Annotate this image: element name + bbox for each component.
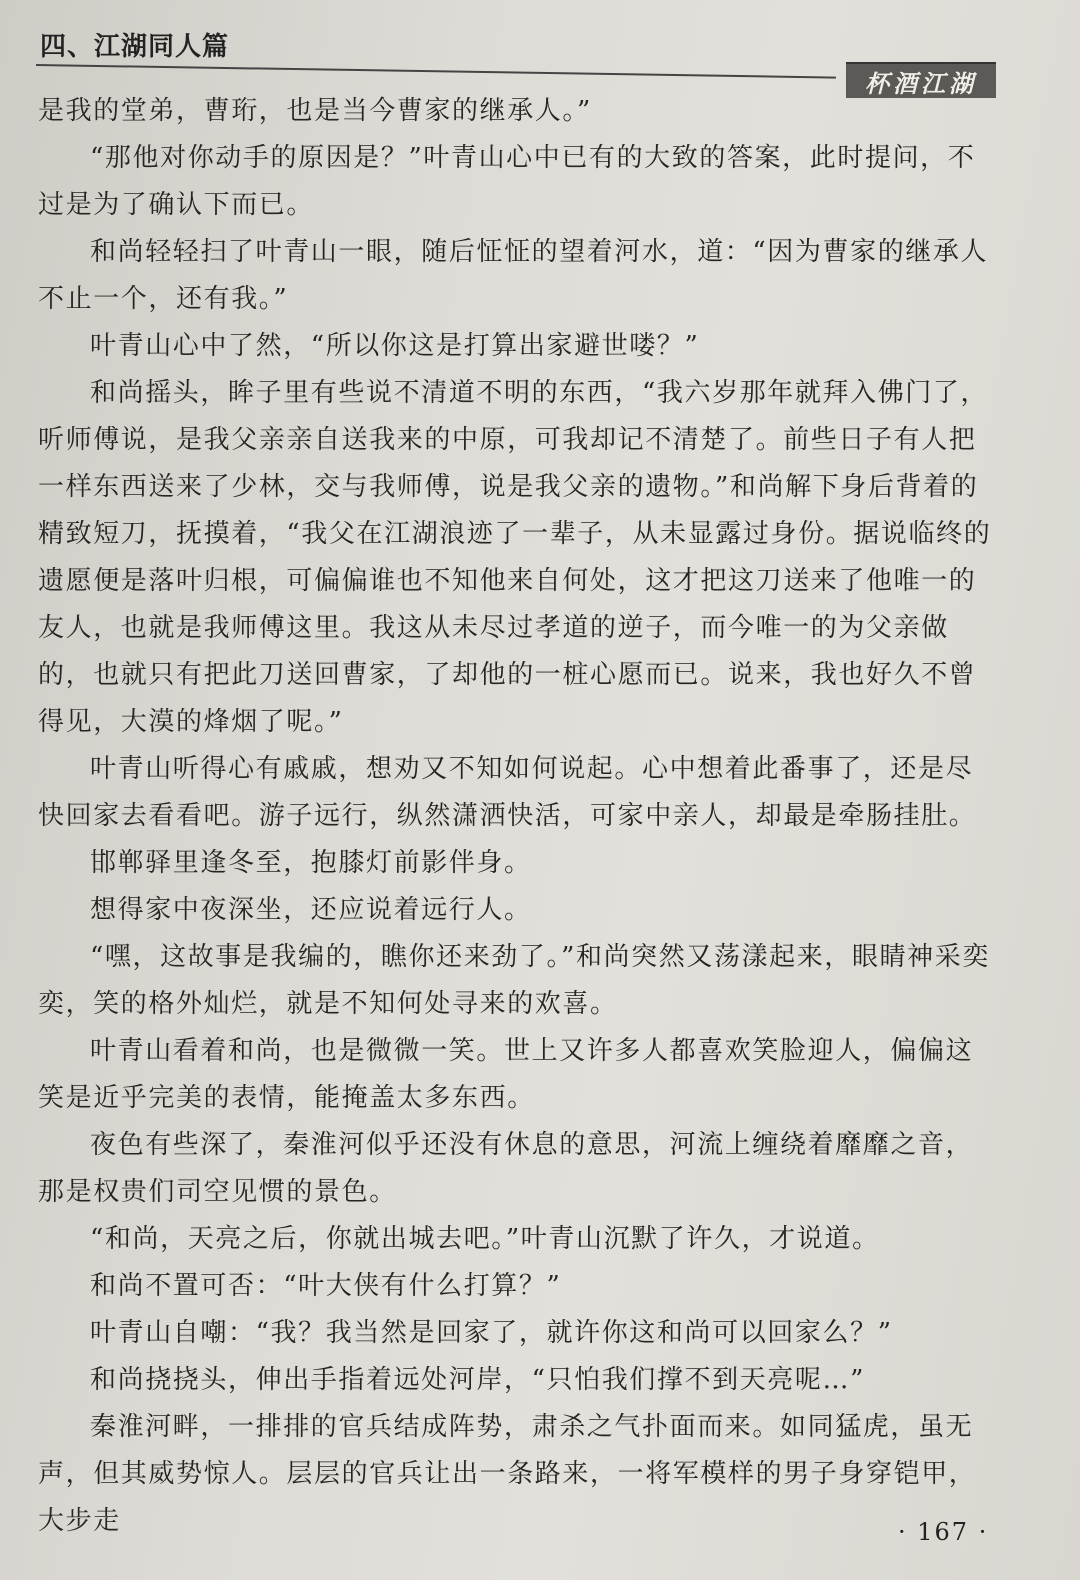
body-text: [38, 88, 998, 1545]
paragraph: 秦淮河畔，一排排的官兵结成阵势，肃杀之气扑面而来。如同猛虎，虽无声，但其威势惊人。层层的官兵让出一条路来，一将军模样的男子身穿铠甲，大步走: [38, 1412, 977, 1536]
paragraph: 和尚不置可否：“叶大侠有什么打算？”: [90, 1271, 562, 1301]
page-number: · 167 ·: [898, 1518, 989, 1546]
paragraph: 叶青山自嘲：“我？我当然是回家了，就许你这和尚可以回家么？”: [90, 1318, 893, 1348]
book-title: 杯酒江湖: [865, 68, 977, 98]
paragraph: 叶青山心中了然，“所以你这是打算出家避世喽？”: [90, 331, 700, 361]
paragraph: “和尚，天亮之后，你就出城去吧。”叶青山沉默了许久，才说道。: [90, 1224, 880, 1254]
paragraph: 是我的堂弟，曹珩，也是当今曹家的继承人。”: [38, 96, 592, 126]
paragraph: 叶青山看着和尚，也是微微一笑。世上又许多人都喜欢笑脸迎人，偏偏这笑是近乎完美的表情，能掩盖太多东西。: [38, 1036, 974, 1113]
poem-line: 邯郸驿里逢冬至，抱膝灯前影伴身。: [90, 848, 532, 878]
paragraph: “嘿，这故事是我编的，瞧你还来劲了。”和尚突然又荡漾起来，眼睛神采奕奕，笑的格外灿烂，就是不知何处寻来的欢喜。: [38, 942, 990, 1019]
paragraph: 和尚轻轻扫了叶青山一眼，随后怔怔的望着河水，道：“因为曹家的继承人不止一个，还有我。”: [38, 237, 989, 314]
paragraph: 和尚摇头，眸子里有些说不清道不明的东西，“我六岁那年就拜入佛门了，听师傅说，是我父亲亲自送我来的中原，可我却记不清楚了。前些日子有人把一样东西送来了少林，交与我师傅，说是我父亲的遗物。”和尚解下身后背着的精致短刀，抚摸着，“我父在江湖浪迹了一辈子，从未显露过身份。据说临终的遗愿便是落叶归根，可偏偏谁也不知他来自何处，这才把这刀送来了他唯一的友人，也就是我师傅这里。我这从未尽过孝道的逆子，而今唯一的为父亲做的，也就只有把此刀送回曹家，了却他的一桩心愿而已。说来，我也好久不曾得见，大漠的烽烟了呢。”: [38, 378, 992, 737]
paragraph: 叶青山听得心有戚戚，想劝又不知如何说起。心中想着此番事了，还是尽快回家去看看吧。游子远行，纵然潇洒快活，可家中亲人，却最是牵肠挂肚。: [38, 754, 977, 831]
paragraph: 夜色有些深了，秦淮河似乎还没有休息的意思，河流上缠绕着靡靡之音，那是权贵们司空见惯的景色。: [38, 1130, 974, 1207]
section-title: 四、江湖同人篇: [40, 32, 230, 62]
paragraph: 和尚挠挠头，伸出手指着远处河岸，“只怕我们撑不到天亮呢…”: [90, 1365, 865, 1395]
paragraph: “那他对你动手的原因是？”叶青山心中已有的大致的答案，此时提问，不过是为了确认下而已。: [38, 143, 976, 220]
poem-line: 想得家中夜深坐，还应说着远行人。: [90, 895, 532, 925]
header-rule: [36, 64, 836, 79]
